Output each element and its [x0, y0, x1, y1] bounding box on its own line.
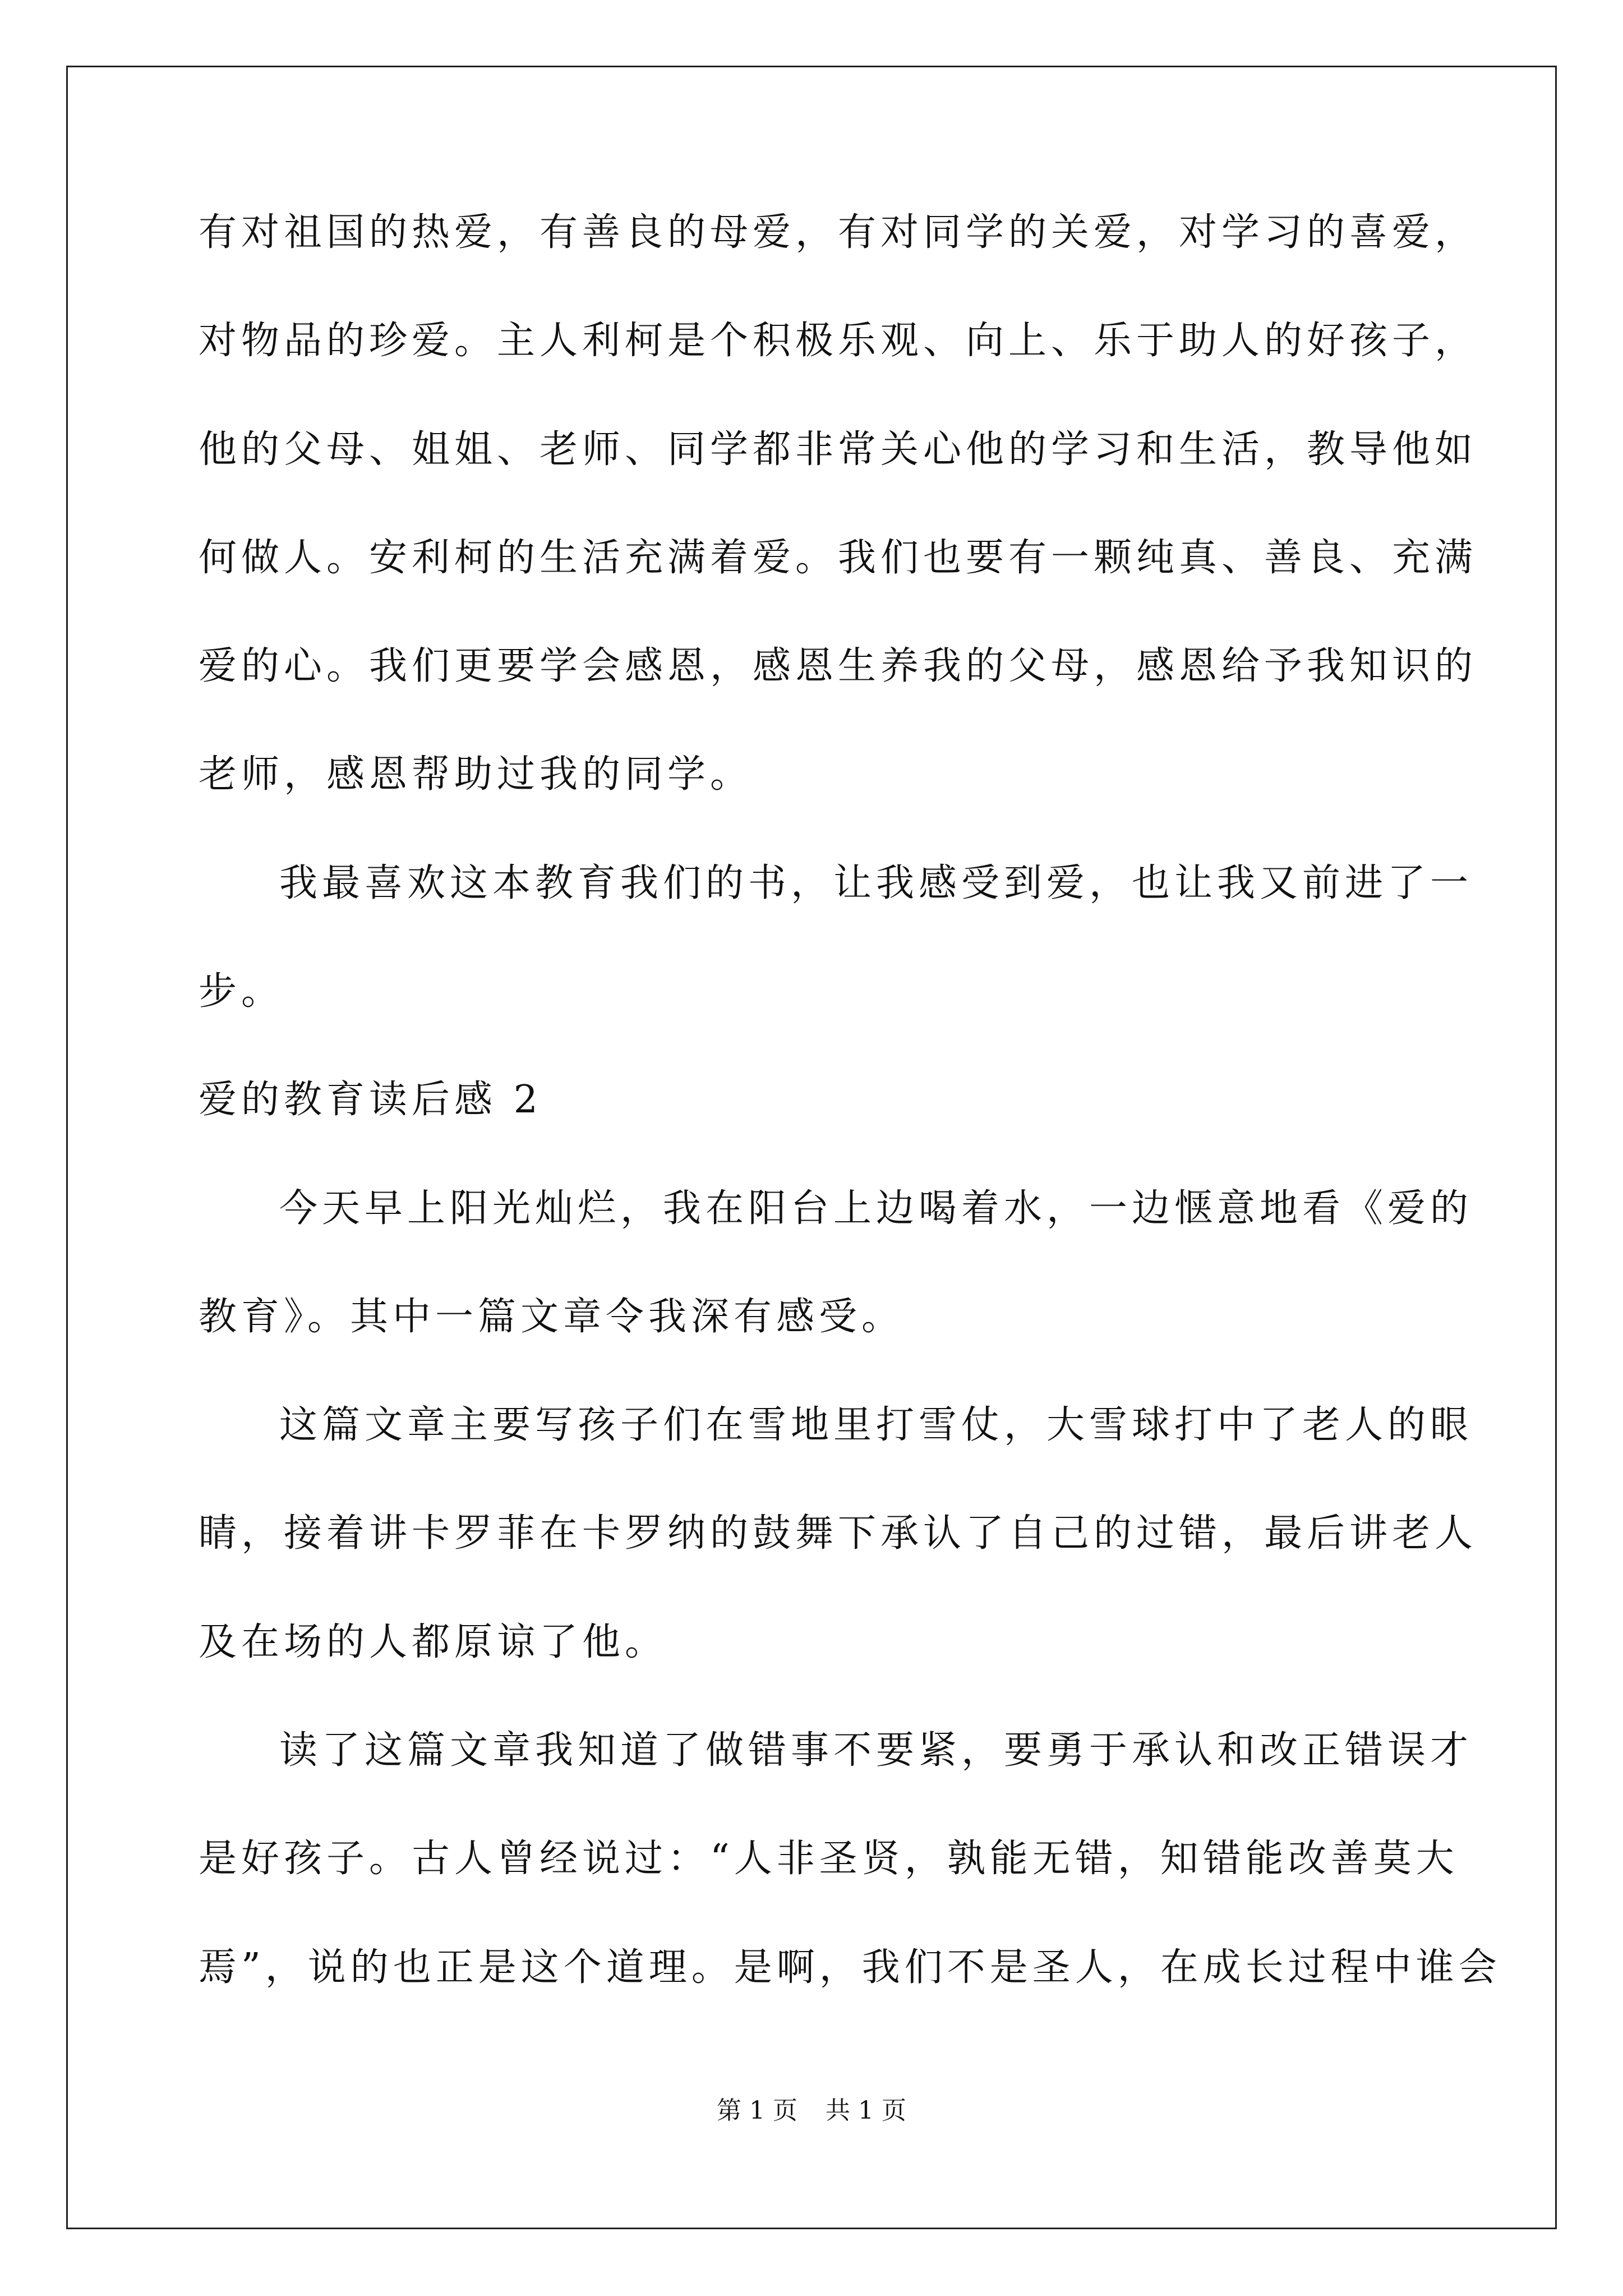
section-heading: 爱的教育读后感 2: [199, 1078, 542, 1122]
body-text-line: 焉”，说的也正是这个道理。是啊，我们不是圣人，在成长过程中谁会: [199, 1945, 1501, 1990]
paragraph-start-line: 我最喜欢这本教育我们的书，让我感受到爱，也让我又前进了一: [279, 861, 1473, 905]
paragraph-start-line: 这篇文章主要写孩子们在雪地里打雪仗，大雪球打中了老人的眼: [279, 1403, 1473, 1447]
body-text-line: 是好孩子。古人曾经说过：“人非圣贤，孰能无错，知错能改善莫大: [199, 1837, 1459, 1881]
body-text-line: 他的父母、姐姐、老师、同学都非常关心他的学习和生活，教导他如: [199, 427, 1478, 472]
body-text-line: 步。: [199, 969, 284, 1014]
page-total: 共 1 页: [826, 2096, 906, 2125]
body-text-line: 及在场的人都原谅了他。: [199, 1620, 668, 1664]
body-text-line: 睛，接着讲卡罗菲在卡罗纳的鼓舞下承认了自己的过错，最后讲老人: [199, 1511, 1478, 1556]
body-text-line: 爱的心。我们更要学会感恩，感恩生养我的父母，感恩给予我知识的: [199, 644, 1478, 688]
body-text-line: 老师，感恩帮助过我的同学。: [199, 752, 753, 797]
body-text-line: 教育》。其中一篇文章令我深有感受。: [199, 1295, 905, 1339]
body-text-line: 何做人。安利柯的生活充满着爱。我们也要有一颗纯真、善良、充满: [199, 536, 1478, 580]
paragraph-start-line: 读了这篇文章我知道了做错事不要紧，要勇于承认和改正错误才: [279, 1728, 1473, 1773]
paragraph-start-line: 今天早上阳光灿烂，我在阳台上边喝着水，一边惬意地看《爱的: [279, 1186, 1473, 1231]
page-number: 第 1 页: [717, 2096, 797, 2125]
page-footer: [0, 2094, 1623, 2128]
body-text-line: 对物品的珍爱。主人利柯是个积极乐观、向上、乐于助人的好孩子，: [199, 319, 1478, 363]
page-border: [66, 66, 1557, 2229]
body-text-line: 有对祖国的热爱，有善良的母爱，有对同学的关爱，对学习的喜爱，: [199, 210, 1478, 255]
